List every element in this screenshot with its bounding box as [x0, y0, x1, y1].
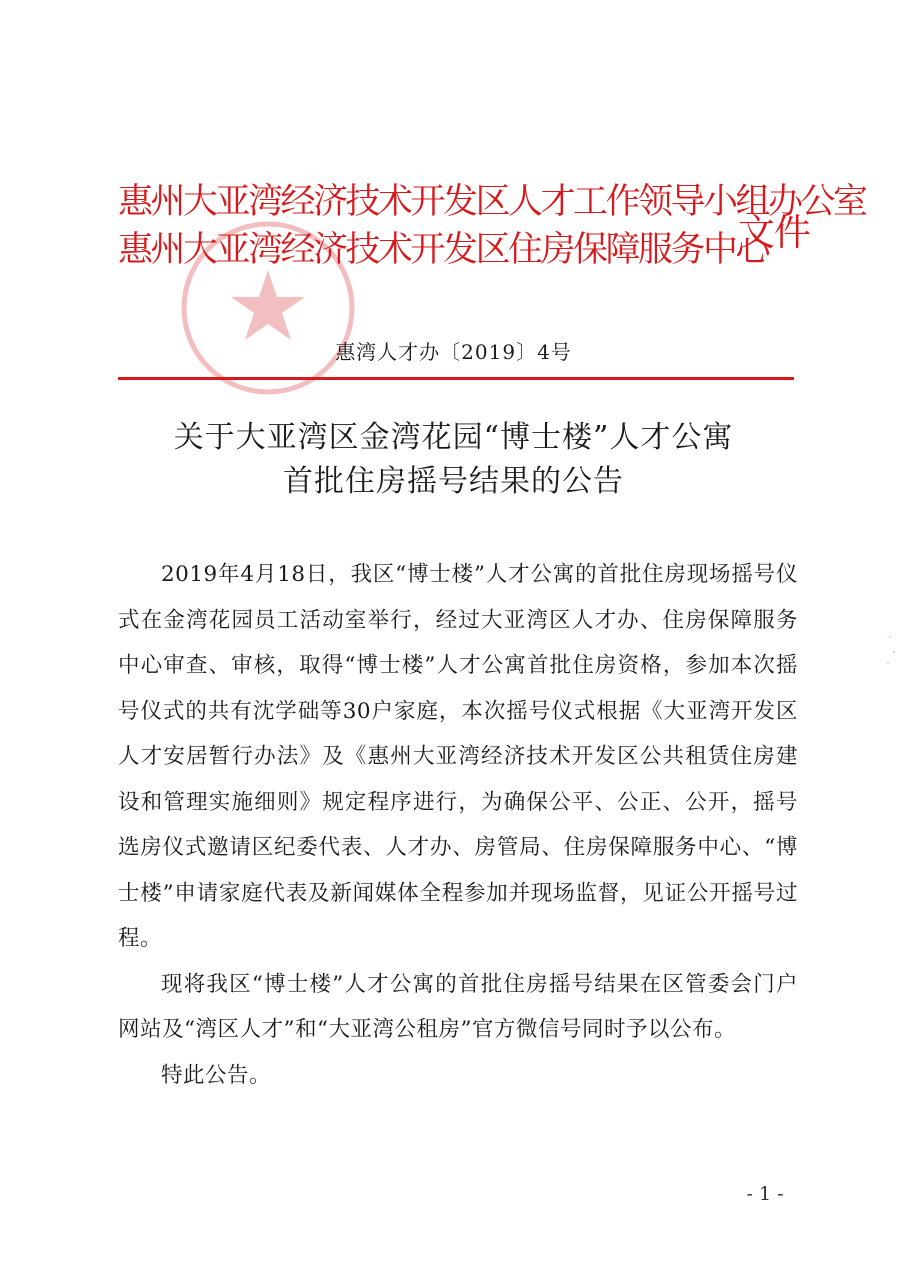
issuer-line-housing-center: 惠州大亚湾经济技术开发区住房保障服务中心: [118, 230, 769, 270]
title-line-1: 关于大亚湾区金湾花园“博士楼”人才公寓: [173, 420, 734, 455]
announcement-title: [0, 416, 907, 504]
red-divider-line: [118, 377, 794, 380]
scan-speck: [889, 636, 891, 638]
title-line-2: 首批住房摇号结果的公告: [283, 464, 624, 499]
issuer-line-talent-office: 惠州大亚湾经济技术开发区人才工作领导小组办公室: [118, 182, 866, 222]
body-paragraph-closing: 特此公告。: [161, 1062, 272, 1088]
announcement-body: [118, 552, 798, 1098]
letterhead-document-word: 文件: [738, 211, 810, 254]
scan-speck: [893, 651, 895, 653]
body-paragraph-2: 现将我区“博士楼”人才公寓的首批住房摇号结果在区管委会门户网站及“湾区人才”和“大亚湾公租房”官方微信号同时予以公布。: [118, 971, 798, 1042]
page-number: - 1 -: [746, 1183, 784, 1205]
document-number: 惠湾人才办〔2019〕4号: [335, 340, 572, 364]
scan-speck: [887, 662, 889, 664]
body-paragraph-1: 2019年4月18日，我区“博士楼”人才公寓的首批住房现场摇号仪式在金湾花园员工活动室举行，经过大亚湾区人才办、住房保障服务中心审查、审核，取得“博士楼”人才公寓首批住房资格，参加本次摇号仪式的共有沈学础等30户家庭，本次摇号仪式根据《大亚湾开发区人才安居暂行办法》及《惠州大亚湾经济技术开发区公共租赁住房建设和管理实施细则》规定程序进行，为确保公平、公正、公开，摇号选房仪式邀请区纪委代表、人才办、房管局、住房保障服务中心、“博士楼”申请家庭代表及新闻媒体全程参加并现场监督，见证公开摇号过程。: [118, 562, 798, 951]
